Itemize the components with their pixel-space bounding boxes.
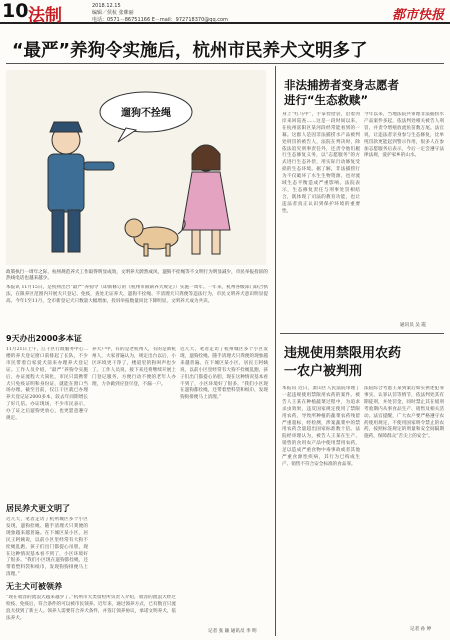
newspaper-name: 都市快报 — [391, 8, 444, 23]
story-three-headline-1: 违规使用禁限用农药 — [284, 346, 402, 361]
contact-line: 电话：0571－86751166 E－mail：972718370@qq.com — [92, 17, 228, 23]
story-three-col2: 法院综合考虑王某到案后如实供述犯罪事实，认罪认罚等情节，依法判处其有期徒刑，并处罚金，同时禁止其在缓刑考验期内从事食品生产、销售及相关活动。法官提醒，广大农户要严格遵守农药使用规定，不使用国家明令禁止的农药，按照标签规定的剂量和安全间隔期施药，保障群众“舌尖上的安全”。 — [364, 386, 444, 440]
story-three-col1: 本报讯 近日，萧山区人民法院审理了一起违规使用禁限用农药的案件。被告人王某在种植蔬菜过程中，为追求杀虫效果，违反国家规定使用了禁限用农药，导致所种植的蔬菜农药残留严重超标，经检测，涉案蔬菜中的禁用农药含量超出国家标准数十倍。法院经审理认为，被告人王某在生产、销售的食用农产品中使用禁用农药，足以造成严重食物中毒事故或者其他严重食源性疾病，其行为已构成生产、销售不符合安全标准的食品罪。 — [282, 386, 360, 467]
subheading-permits: 9天办出2000多本证 — [6, 334, 82, 343]
story-two-headline-2: 进行“生态救赎” — [284, 93, 369, 107]
subheading-civilized: 居民养犬更文明了 — [6, 504, 70, 513]
subheading-adoption: 无主犬可被领养 — [6, 582, 62, 591]
story-two-reporter: 通讯员 吴 霞 — [400, 323, 426, 328]
date-line: 2018.12.15 — [92, 3, 121, 9]
story-divider — [280, 333, 444, 334]
section-title: 法制 — [28, 6, 62, 26]
page-number: 10 — [2, 0, 29, 22]
main-lead: 本报讯 11月15日，是杭州出台“最严”养狗令（即新修订的《杭州市限制养犬规定》）实施一周年。一年来，杭州各级部门联合执法，在限养区范围内开展犬只登记、免疫，查处无证养犬、遛狗不拴绳、不清理犬只粪便等违法行为，市民文明养犬意识明显提高。今年1至11月，全市新登记犬只数量大幅增加，投诉举报数量同比下降明显，文明养犬成为共识。 — [6, 285, 268, 304]
dog-walking-illustration — [6, 70, 266, 265]
story-two-col1: 身上“红马甲”，手拿捡拾袋，沿着河岸来回巡查……这是一段时间以来，在杭州富阳区某河段经常能看到的一幕。这群人是因非法捕捞水产品被判处刑罚的被告人，法院在判决时，除依法追究刑事责任外，还责令他们履行生态修复义务，以“志愿服务”的方式进行生态补偿，用实际行动修复受损的生态环境。据了解，非法捕捞行为不仅破坏了水生生物资源，也对流域生态平衡造成严重影响。法院表示，生态修复责任与刑事处罚相结合，既体现了司法的教育功能，也让违法者真正认识到保护环境的重要性。 — [282, 112, 360, 214]
story-three-headline-2: 一农户被判刑 — [284, 364, 363, 379]
column-divider — [275, 66, 276, 636]
story-three-reporter: 记者 孙 婷 — [410, 627, 432, 632]
illustration-caption: 政策执行一周年之际，杭州规范养犬工作取得明显成效，文明养犬蔚然成风，遛狗不拴绳等不文明行为明显减少，市民举报投诉的热线电话也越来越少。 — [6, 270, 268, 282]
permits-col1: 11月21日上午，江干区行政服务中心二楼的养犬登记窗口前排起了长队，不少市民带着自家爱犬前来办理养犬登记证。工作人员介绍，“最严”养狗令实施后，办证流程大大简化，市民只需携带犬只免疫证明和身份证，就能在窗口当场办理。截至目前，仅江干区就已办理养犬登记证2000多本，较去年同期增长了好几倍。办证现场，不少市民表示，办了证之后遛狗更放心，也更愿意遵守规定。 — [6, 347, 88, 422]
headline-rule — [6, 63, 444, 64]
story-two-col2: 今年以来，当地法院共审理非法捕捞水产品案件多起，依法判处相关被告人刑罚，并责令增殖放流鱼苗数万尾。法官说，让违法者亲身参与生态修复，比单纯罚款更能起到警示作用，很多人在参加志愿服务后表示，今后一定会遵守法律法规，爱护家乡的山水。 — [364, 112, 444, 159]
page-header — [0, 0, 450, 24]
civilized-text: 近几天，笔者走访了杭州城区多个小区发现，遛狗拴绳、随手清理犬只粪便的现象越来越普遍。在下城区某小区，居民王阿姨说，以前小区里经常有大狗不拴绳乱跑，孩子们出门都提心吊胆，现在这种情况基本看不到了，小区环境好了很多。“我们小区现在遛狗都拴绳，还带着塑料袋和纸巾，发现狗狗排便马上清理。” — [6, 517, 88, 577]
header-meta — [92, 3, 228, 24]
main-reporter: 记者 张 颖 通讯员 李 明 — [208, 629, 257, 634]
editor-line: 编辑／侯杭 张咪丽 — [92, 10, 134, 16]
main-headline: “最严”养狗令实施后，杭州市民养犬文明多了 — [12, 41, 368, 61]
adoption-text: “现在收容的流浪犬越来越少了。”杭州市犬类留检所负责人介绍，收容的流浪犬经过检疫、免疫后，符合条件的可以被市民领养。近年来，通过领养方式，已有数百只流浪犬找到了新主人。领养人需要符合养犬条件，并签订领养协议，承诺文明养犬、依法养犬。 — [6, 595, 176, 621]
permits-col2: 养犬户中，有的是老杭州人，有的是新杭州人，大家普遍认为，规定出台以后，小区环境更干净了，楼道里的狗叫声也少了。工作人员说，接下来还将继续开展上门登记服务，方便行动不便的老年人办理，力争做到应登尽登，不漏一户。 — [92, 347, 176, 387]
main-story-col3: 近几天，笔者走访了杭州城区多个小区发现，遛狗拴绳、随手清理犬只粪便的现象越来越普遍。在下城区某小区，居民王阿姨说，以前小区里经常有大狗不拴绳乱跑，孩子们出门都提心吊胆，现在这种情况基本看不到了，小区环境好了很多。“我们小区现在遛狗都拴绳，还带着塑料袋和纸巾，发现狗狗排便马上清理。” — [180, 347, 268, 401]
story-two-headline-1: 非法捕捞者变身志愿者 — [284, 78, 399, 92]
speech-bubble-text: 遛狗不拴绳 — [121, 108, 171, 119]
